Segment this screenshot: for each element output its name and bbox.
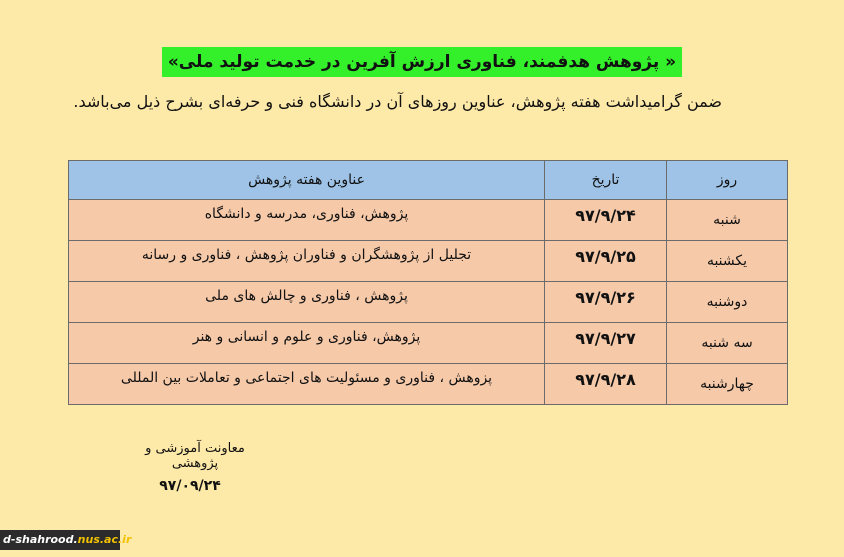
title-cell: پژوهش، فناوری و علوم و انسانی و هنر: [69, 323, 545, 364]
table-header-row: [69, 161, 788, 200]
watermark-domain: nus.ac.ir: [77, 533, 132, 546]
table-row: [69, 241, 788, 282]
signature-date: ۹۷/۰۹/۲۴: [159, 478, 221, 494]
watermark-prefix: d-shahrood.: [3, 533, 78, 546]
header-day: روز: [667, 161, 788, 200]
date-cell: ۹۷/۹/۲۸: [545, 364, 667, 405]
table-row: [69, 282, 788, 323]
headline-text: « پژوهش هدفمند، فناوری ارزش آفرین در خدمت تولید ملی»: [162, 47, 682, 77]
intro-text: ضمن گرامیداشت هفته پژوهش، عناوین روزهای آن در دانشگاه فنی و حرفه‌ای بشرح ذیل می‌باشد.: [73, 92, 722, 111]
header-title: عناوین هفته پژوهش: [69, 161, 545, 200]
date-cell: ۹۷/۹/۲۷: [545, 323, 667, 364]
headline-banner: [0, 47, 844, 77]
title-cell: تجلیل از پژوهشگران و فناوران پژوهش ، فناوری و رسانه: [69, 241, 545, 282]
title-cell: پژوهش، فناوری، مدرسه و دانشگاه: [69, 200, 545, 241]
table-row: [69, 200, 788, 241]
title-cell: پزوهش ، فناوری و مسئولیت های اجتماعی و تعاملات بین المللی: [69, 364, 545, 405]
day-cell: چهارشنبه: [667, 364, 788, 405]
title-cell: پژوهش ، فناوری و چالش های ملی: [69, 282, 545, 323]
day-cell: دوشنبه: [667, 282, 788, 323]
date-cell: ۹۷/۹/۲۶: [545, 282, 667, 323]
day-cell: سه شنبه: [667, 323, 788, 364]
day-cell: یکشنبه: [667, 241, 788, 282]
signature-office: معاونت آموزشی و پژوهشی: [145, 441, 245, 471]
day-cell: شنبه: [667, 200, 788, 241]
date-cell: ۹۷/۹/۲۵: [545, 241, 667, 282]
table-row: [69, 364, 788, 405]
research-week-table: [68, 160, 788, 405]
header-date: تاریخ: [545, 161, 667, 200]
table-row: [69, 323, 788, 364]
site-watermark: [0, 530, 132, 550]
date-cell: ۹۷/۹/۲۴: [545, 200, 667, 241]
